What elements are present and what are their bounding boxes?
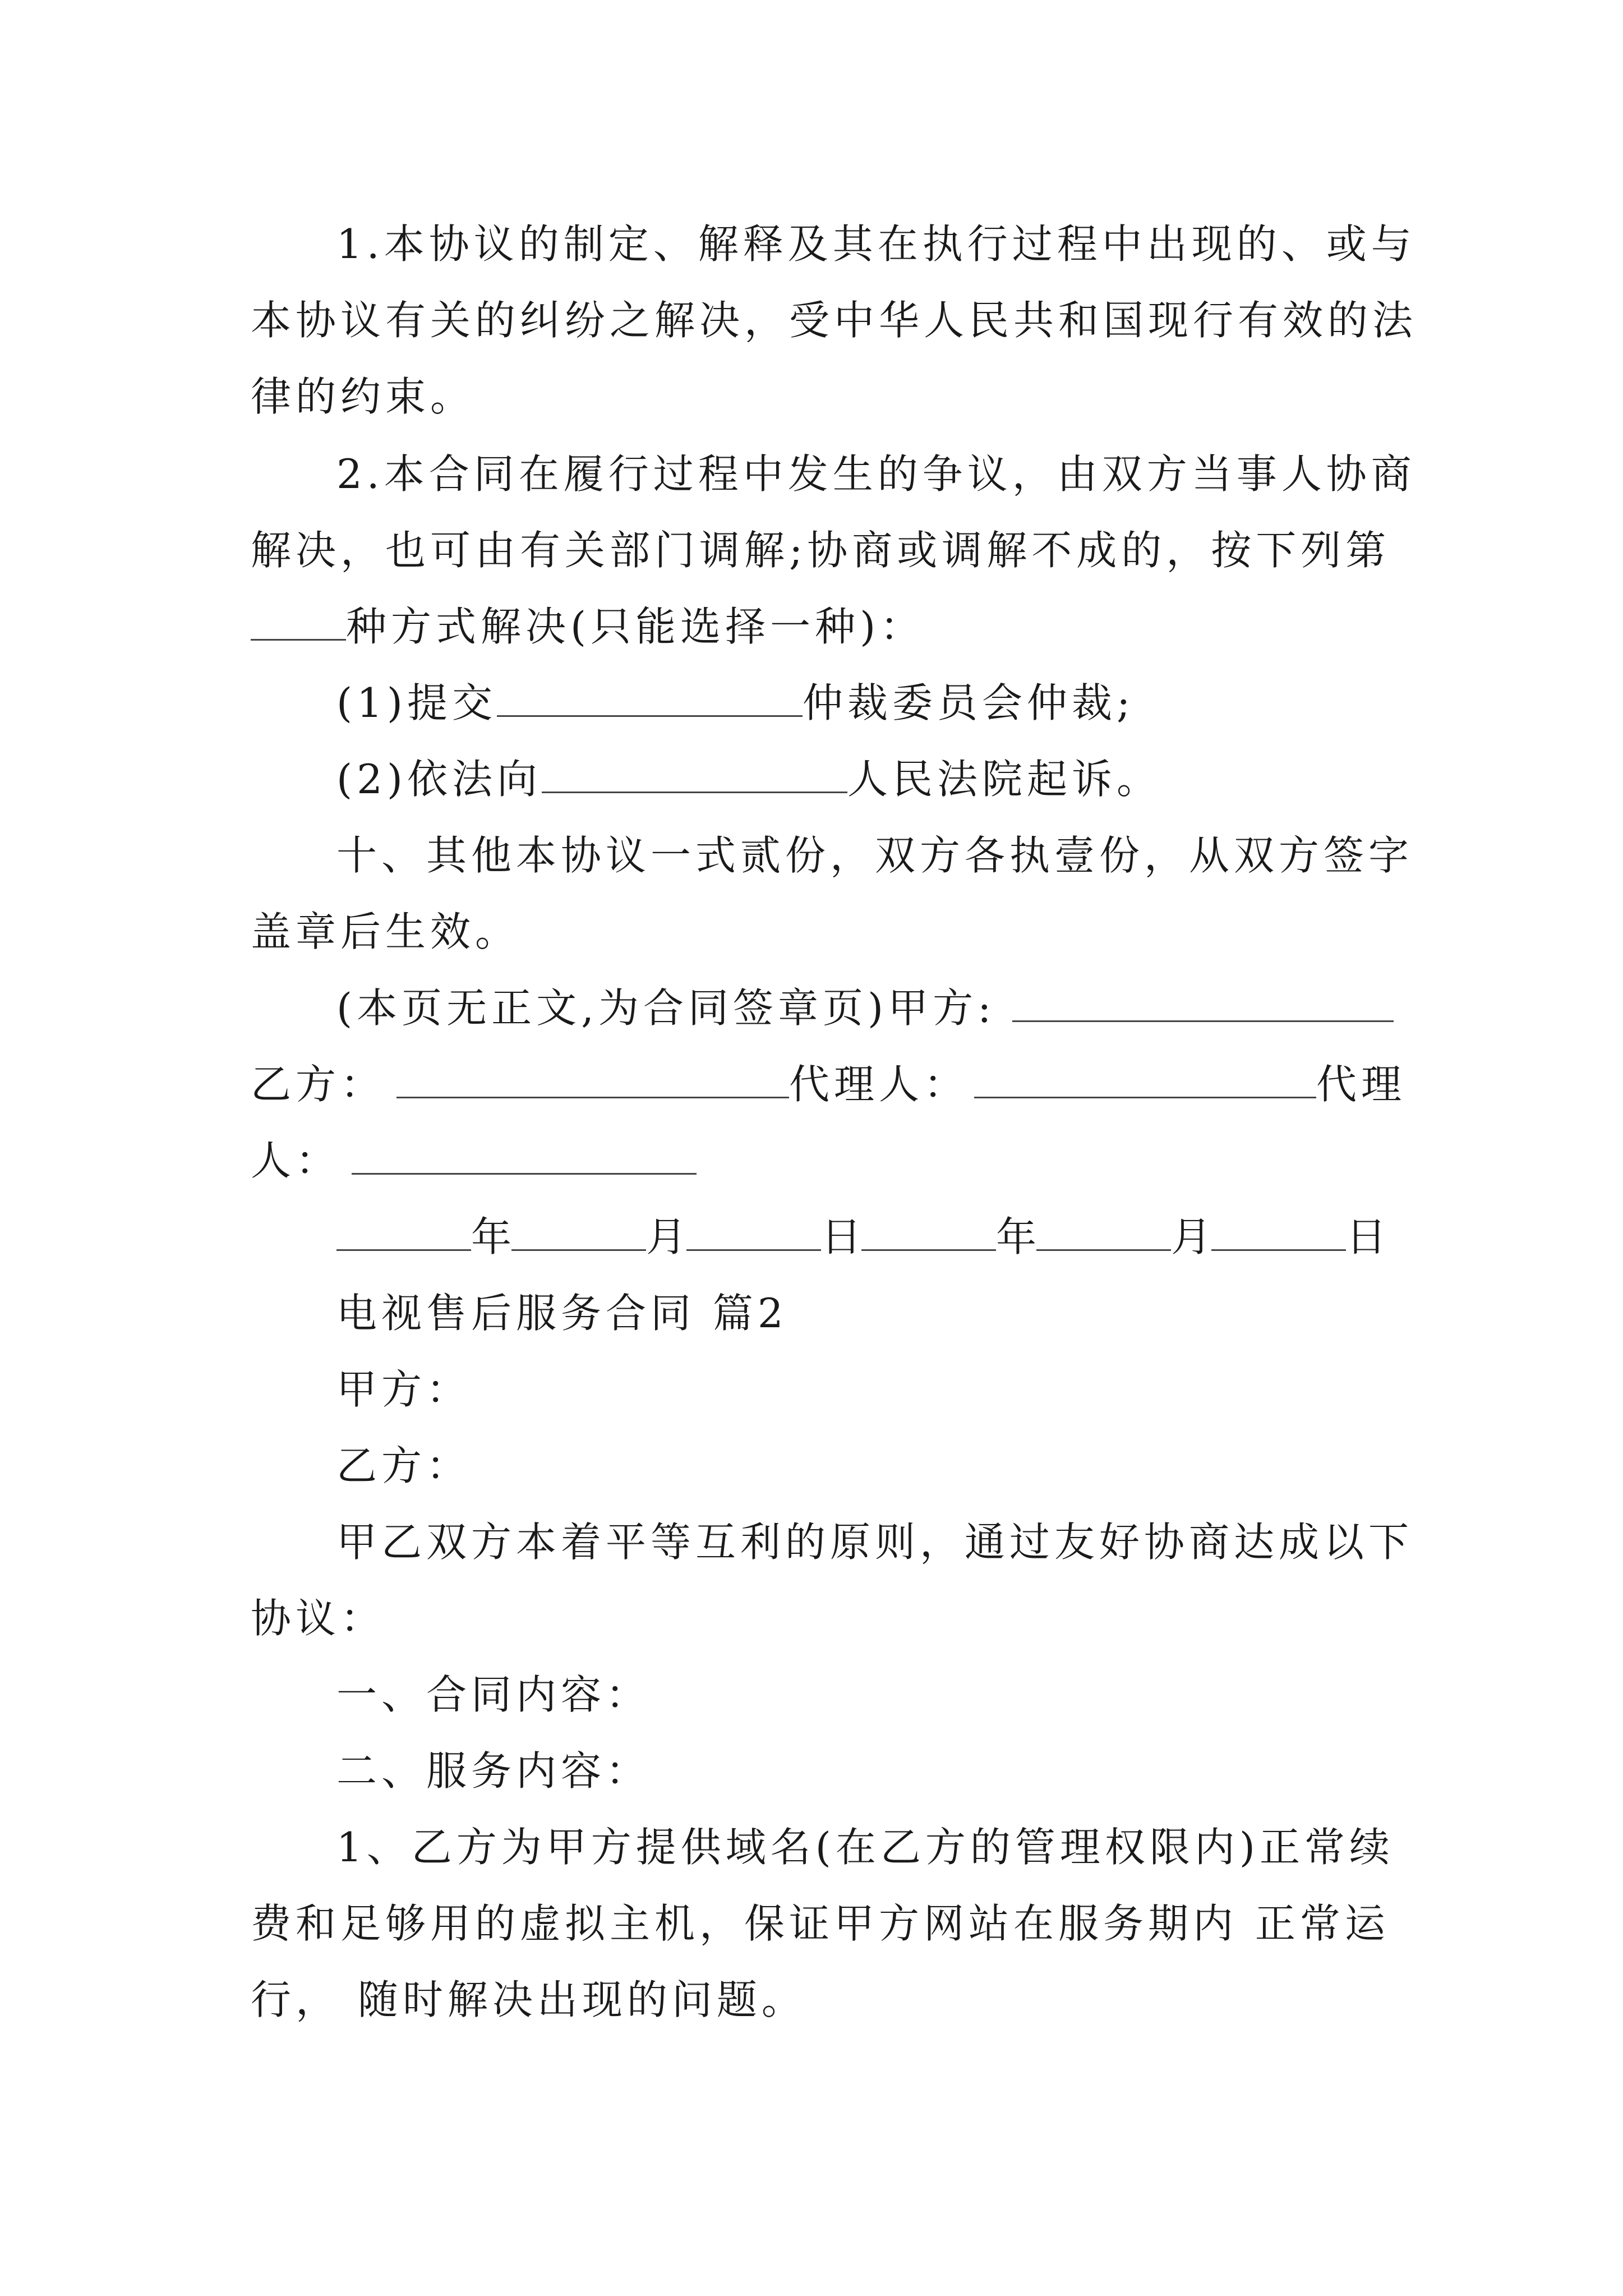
line-text: 日 bbox=[821, 1213, 862, 1260]
line-text: 代理 bbox=[1316, 1061, 1407, 1108]
paragraph-line: 解决，也可由有关部门调解;协商或调解不成的，按下列第 bbox=[251, 527, 1391, 574]
line-text: 日 bbox=[1346, 1213, 1387, 1260]
line-text: (2)依法向 bbox=[336, 756, 542, 803]
line-text: 年 bbox=[996, 1213, 1037, 1260]
month-blank-2 bbox=[1036, 1216, 1171, 1251]
line-text: 年 bbox=[471, 1213, 512, 1260]
paragraph-line bbox=[251, 1042, 1407, 1126]
fill-blank bbox=[251, 605, 346, 641]
paragraph-line: 1.本协议的制定、解释及其在执行过程中出现的、或与 bbox=[336, 220, 1416, 268]
paragraph-line: 十、其他本协议一式贰份，双方各执壹份，从双方签字 bbox=[336, 832, 1414, 879]
line-text: 仲裁委员会仲裁; bbox=[803, 679, 1135, 726]
day-blank bbox=[686, 1216, 821, 1251]
line-text: 种方式解决(只能选择一种)： bbox=[346, 603, 925, 650]
court-blank bbox=[542, 758, 847, 793]
line-text: 月 bbox=[1171, 1213, 1212, 1260]
year-blank-2 bbox=[861, 1216, 996, 1251]
year-blank bbox=[336, 1216, 471, 1251]
arbitration-blank bbox=[497, 682, 803, 717]
paragraph-line: 协议： bbox=[251, 1595, 386, 1642]
paragraph-line bbox=[336, 737, 1391, 821]
paragraph-line: 1、乙方为甲方提供域名(在乙方的管理权限内)正常续 bbox=[336, 1824, 1394, 1871]
paragraph-line bbox=[336, 966, 1391, 1050]
line-text: 月 bbox=[646, 1213, 687, 1260]
party-a-blank bbox=[1012, 987, 1394, 1022]
paragraph-line: 盖章后生效。 bbox=[251, 908, 520, 955]
day-blank-2 bbox=[1211, 1216, 1346, 1251]
section-heading: 电视售后服务合同 篇2 bbox=[336, 1290, 788, 1337]
paragraph-line: 费和足够用的虚拟主机，保证甲方网站在服务期内 正常运 bbox=[251, 1900, 1390, 1947]
paragraph-line: 乙方： bbox=[336, 1442, 472, 1489]
line-text: 代理人： bbox=[789, 1061, 969, 1108]
agent-blank-2 bbox=[352, 1139, 697, 1175]
line-text: 乙方： bbox=[251, 1061, 386, 1108]
paragraph-line: 行， 随时解决出现的问题。 bbox=[251, 1976, 806, 2023]
paragraph-line bbox=[251, 585, 1389, 669]
line-text: 人： bbox=[251, 1137, 341, 1184]
paragraph-line bbox=[336, 661, 1391, 745]
paragraph-line: 甲方： bbox=[336, 1366, 472, 1413]
paragraph-line: 一、合同内容： bbox=[336, 1671, 651, 1718]
paragraph-line: 二、服务内容： bbox=[336, 1747, 651, 1795]
paragraph-line: 律的约束。 bbox=[251, 373, 476, 420]
agent-blank bbox=[974, 1063, 1316, 1098]
date-line bbox=[336, 1195, 1391, 1279]
line-text: 人民法院起诉。 bbox=[847, 756, 1162, 803]
line-text: (本页无正文,为合同签章页)甲方: bbox=[336, 984, 996, 1032]
paragraph-line: 本协议有关的纠纷之解决，受中华人民共和国现行有效的法 bbox=[251, 297, 1418, 344]
month-blank bbox=[511, 1216, 646, 1251]
paragraph-line bbox=[251, 1119, 1389, 1203]
paragraph-line: 甲乙双方本着平等互利的原则，通过友好协商达成以下 bbox=[336, 1519, 1414, 1566]
line-text: (1)提交 bbox=[336, 679, 497, 726]
party-b-blank bbox=[396, 1063, 789, 1098]
paragraph-line: 2.本合同在履行过程中发生的争议，由双方当事人协商 bbox=[336, 450, 1416, 498]
